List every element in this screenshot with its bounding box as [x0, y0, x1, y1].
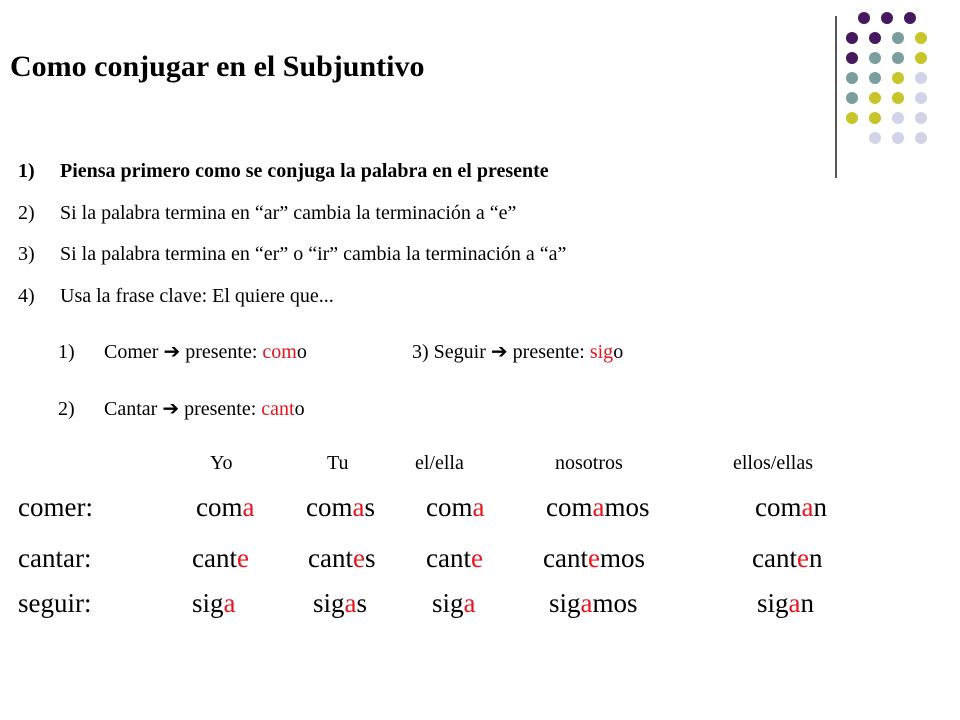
conjugation-rest: n — [800, 588, 814, 618]
conjugation-rest: mos — [592, 588, 638, 618]
decorative-dot — [869, 72, 881, 84]
conjugation-stem: com — [306, 492, 353, 522]
step-3-text: Si la palabra termina en “er” o “ir” cambia la terminación a “a” — [60, 243, 567, 265]
decorative-dot — [892, 92, 904, 104]
conjugation-ending: a — [472, 492, 485, 522]
example-cantar-ending: o — [294, 398, 305, 420]
decorative-dot — [915, 72, 927, 84]
conjugation-ending: a — [242, 492, 255, 522]
example-cantar-number: 2) — [58, 398, 75, 420]
step-2 — [18, 202, 516, 225]
conjugation-ending: e — [796, 543, 809, 573]
decorative-dot — [846, 32, 858, 44]
example-seguir-stem: sig — [589, 341, 614, 363]
step-4-text: Usa la frase clave: El quiere que... — [60, 285, 334, 307]
example-comer-label: Comer — [104, 341, 159, 363]
decorative-dot — [892, 132, 904, 144]
conjugation-ending: a — [352, 492, 365, 522]
example-seguir-number: 3) — [412, 341, 429, 363]
step-1-number: 1) — [18, 160, 35, 182]
conjugation-cell — [313, 588, 367, 619]
example-comer-ending: o — [296, 341, 307, 363]
conjugation-cell — [543, 543, 645, 574]
conjugation-stem: cant — [543, 543, 588, 573]
conjugation-cell — [549, 588, 638, 619]
decorative-dot — [869, 52, 881, 64]
decorative-dot — [915, 32, 927, 44]
decorative-dot — [869, 132, 881, 144]
conjugation-ending: e — [352, 543, 365, 573]
verb-comer-label: comer: — [18, 492, 93, 522]
step-3 — [18, 243, 566, 266]
conjugation-stem: cant — [426, 543, 471, 573]
conjugation-ending: a — [580, 588, 593, 618]
conjugation-stem: cant — [752, 543, 797, 573]
conjugation-stem: com — [546, 492, 593, 522]
conjugation-cell — [192, 588, 236, 619]
conjugation-stem: com — [755, 492, 802, 522]
conjugation-rest: s — [364, 492, 375, 522]
example-cantar-label: Cantar — [104, 398, 158, 420]
conjugation-ending: a — [344, 588, 357, 618]
conjugation-ending: e — [587, 543, 600, 573]
pronoun-yo: Yo — [210, 452, 233, 474]
step-2-number: 2) — [18, 202, 35, 224]
example-seguir-ending: o — [613, 341, 624, 363]
step-1-text: Piensa primero como se conjuga la palabra en el presente — [60, 160, 549, 182]
conjugation-cell — [192, 543, 249, 574]
conjugation-stem: sig — [313, 588, 345, 618]
conjugation-stem: sig — [432, 588, 464, 618]
conjugation-ending: a — [801, 492, 814, 522]
example-cantar — [58, 396, 305, 421]
decorative-dot — [869, 32, 881, 44]
decorative-dot — [915, 112, 927, 124]
verb-cantar-label: cantar: — [18, 543, 92, 573]
conjugation-rest: s — [364, 543, 376, 573]
decorative-dot — [869, 92, 881, 104]
arrow-right-icon: ➔ — [163, 341, 181, 363]
conjugation-cell — [757, 588, 814, 619]
pronoun-el-ella: el/ella — [415, 452, 464, 474]
conjugation-rest: n — [808, 543, 823, 573]
example-comer-stem: com — [262, 341, 297, 363]
pronoun-tu: Tu — [327, 452, 349, 474]
example-cantar-stem: cant — [261, 398, 295, 420]
decorative-dot — [904, 12, 916, 24]
example-seguir-present-label: presente: — [512, 341, 585, 363]
conjugation-cell — [196, 492, 254, 523]
conjugation-rest: mos — [599, 543, 645, 573]
conjugation-stem: sig — [549, 588, 581, 618]
conjugation-cell — [546, 492, 650, 523]
example-seguir-label: Seguir — [433, 341, 486, 363]
verb-seguir-label: seguir: — [18, 588, 92, 618]
slide-title: Como conjugar en el Subjuntivo — [10, 50, 425, 83]
conjugation-cell — [306, 492, 375, 523]
decorative-dot — [915, 52, 927, 64]
decorative-dot — [846, 52, 858, 64]
conjugation-stem: sig — [757, 588, 789, 618]
decorative-dot — [846, 72, 858, 84]
step-4-number: 4) — [18, 285, 35, 307]
example-seguir — [412, 339, 623, 364]
conjugation-rest: s — [356, 588, 368, 618]
decorative-dot — [892, 112, 904, 124]
step-4 — [18, 285, 334, 308]
conjugation-ending: a — [463, 588, 476, 618]
conjugation-ending: a — [592, 492, 605, 522]
example-comer-present-label: presente: — [185, 341, 258, 363]
arrow-right-icon: ➔ — [490, 341, 508, 363]
arrow-right-icon: ➔ — [162, 398, 180, 420]
decorative-dot — [881, 12, 893, 24]
conjugation-cell — [755, 492, 827, 523]
conjugation-ending: e — [470, 543, 483, 573]
decorative-dot — [892, 32, 904, 44]
conjugation-cell — [752, 543, 822, 574]
decorative-dots — [846, 12, 946, 162]
decorative-dot — [858, 12, 870, 24]
conjugation-ending: a — [788, 588, 801, 618]
conjugation-rest: mos — [604, 492, 650, 522]
conjugation-cell — [308, 543, 375, 574]
conjugation-stem: com — [196, 492, 243, 522]
decorative-dot — [846, 92, 858, 104]
step-2-text: Si la palabra termina en “ar” cambia la terminación a “e” — [60, 202, 517, 224]
divider-line — [835, 16, 837, 178]
example-cantar-present-label: presente: — [184, 398, 257, 420]
decorative-dot — [869, 112, 881, 124]
conjugation-stem: cant — [308, 543, 353, 573]
step-3-number: 3) — [18, 243, 35, 265]
conjugation-ending: a — [223, 588, 236, 618]
conjugation-stem: com — [426, 492, 473, 522]
pronoun-nosotros: nosotros — [555, 452, 623, 474]
decorative-dot — [846, 112, 858, 124]
decorative-dot — [892, 72, 904, 84]
decorative-dot — [892, 52, 904, 64]
conjugation-cell — [426, 543, 483, 574]
conjugation-stem: cant — [192, 543, 237, 573]
decorative-dot — [915, 132, 927, 144]
example-comer-number: 1) — [58, 341, 75, 363]
decorative-dot — [915, 92, 927, 104]
step-1 — [18, 160, 549, 183]
pronoun-ellos-ellas: ellos/ellas — [733, 452, 813, 474]
conjugation-ending: e — [236, 543, 249, 573]
conjugation-stem: sig — [192, 588, 224, 618]
conjugation-cell — [432, 588, 476, 619]
conjugation-cell — [426, 492, 484, 523]
conjugation-rest: n — [813, 492, 827, 522]
example-comer — [58, 339, 307, 364]
